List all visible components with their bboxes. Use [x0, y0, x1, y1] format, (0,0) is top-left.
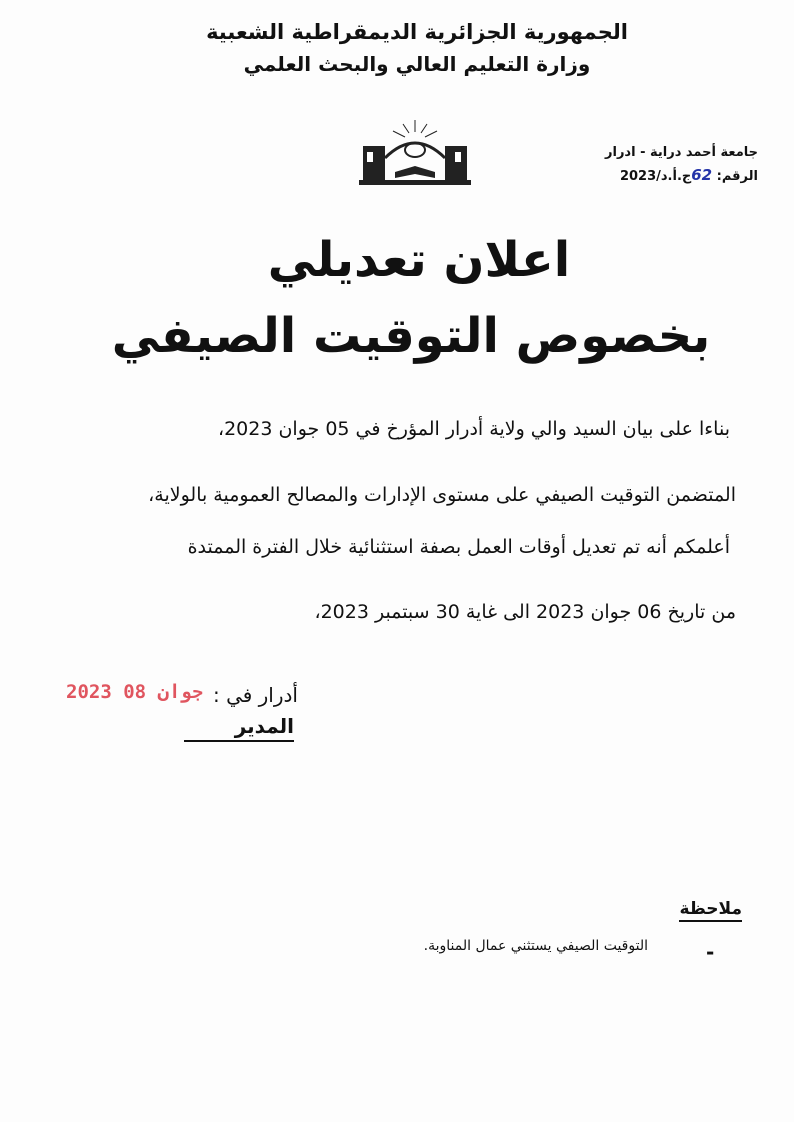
reference-handwritten-number: 62: [691, 166, 713, 184]
body-paragraph-3: أعلمكم أنه تم تعديل أوقات العمل بصفة استثنائية خلال الفترة الممتدة: [187, 536, 730, 558]
director-signature: المدير: [184, 714, 294, 742]
announcement-title: اعلان تعديلي: [267, 232, 571, 288]
announcement-subtitle: بخصوص التوقيت الصيفي: [111, 308, 711, 364]
place-date-label: أدرار في :: [212, 683, 298, 707]
note-bullet: -: [706, 940, 715, 964]
reference-number-label: الرقم:: [716, 169, 758, 184]
note-heading: ملاحظة: [679, 899, 742, 922]
university-emblem-icon: [355, 118, 475, 188]
reference-number: [620, 166, 758, 184]
note-item: التوقيت الصيفي يستثني عمال المناوبة.: [423, 938, 648, 954]
university-name: جامعة أحمد دراية - ادرار: [605, 145, 758, 160]
ministry-header: وزارة التعليم العالي والبحث العلمي: [243, 52, 591, 76]
body-paragraph-1: بناءا على بيان السيد والي ولاية أدرار المؤرخ في 05 جوان 2023،: [217, 418, 730, 440]
body-paragraph-2: المتضمن التوقيت الصيفي على مستوى الإدارات والمصالح العمومية بالولاية،: [148, 484, 736, 506]
reference-number-suffix: ج.أ.د/2023: [619, 169, 692, 184]
date-stamp: 2023 جوان 08: [66, 681, 204, 703]
country-header: الجمهورية الجزائرية الديمقراطية الشعبية: [206, 20, 628, 44]
body-paragraph-4: من تاريخ 06 جوان 2023 الى غاية 30 سبتمبر 2023،: [314, 601, 736, 623]
